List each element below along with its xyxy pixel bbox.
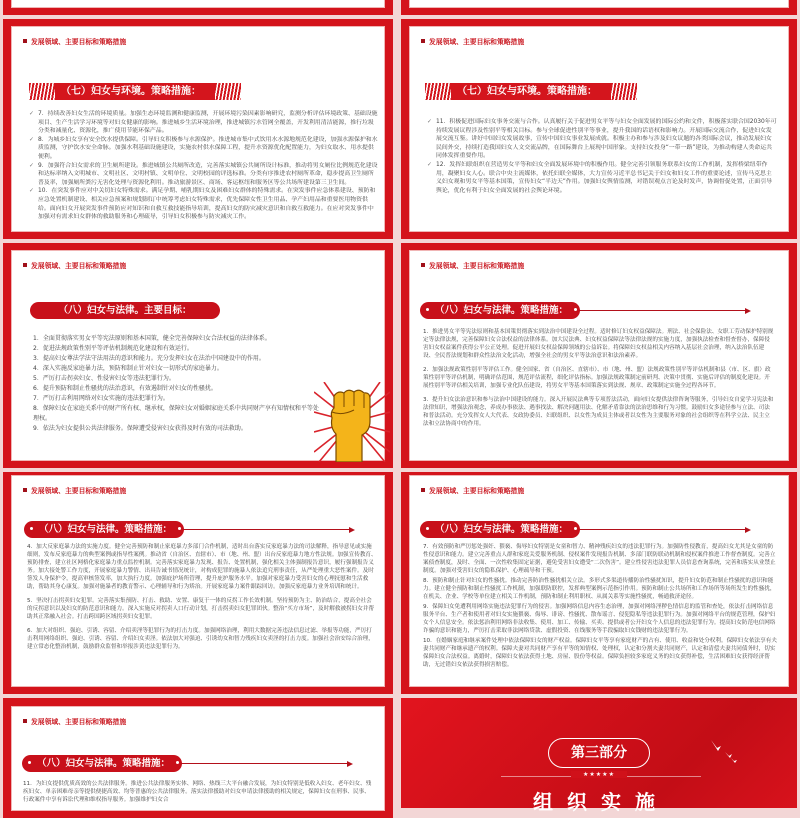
strategy-list [23,780,373,810]
heading-arrow [183,529,353,530]
heading: （八）妇女与法律。主要目标： [58,305,192,316]
list-item: 3．提高妇女尊法学法守法用法的意识和能力。充分发挥妇女在法治中国建设中的作用。 [33,355,265,362]
section-label-text: 发展领域、主要目标和策略措施 [31,262,127,270]
heading: （七）妇女与环境。策略措施： [457,86,597,97]
strategy-list [29,110,379,222]
doves-icon [709,738,739,766]
section-label-text: 发展领域、主要目标和策略措施 [429,262,525,270]
heading-pill [24,521,184,538]
section-label [23,716,126,726]
list-item: 8．保障妇女在家庭关系中的财产所有权、继承权，保障妇女对婚姻家庭关系中共同财产享有知情权和平等处理权。 [33,405,319,422]
stars-decoration: ★★★★★ [571,771,627,778]
heading-pill [22,755,182,772]
list-item: 9．保障妇女免遭利用网络实施违法犯罪行为的侵害。加强网络信息内容生态治理，加强对网络淫秽色情信息的监管和查处，依法打击网络信息服务平台、生产者和使用者对妇女实施猥亵、侮辱、诽谤、性骚扰、散布谣言、侵犯隐私等违法犯罪行为。加强对网络平台的规范管理，保护妇女个人信息安全。依法惩治利用网络非法收集、使用、加工、传输、买卖、提供或者公开妇女个人信息的违法犯罪行为。提高妇女防范电信网络诈骗的意识和能力，严厉打击采取非法网络贷款、虚假投资、在线服务等手段骗取妇女钱财的违法犯罪行为。 [423,604,776,634]
slide-law-strategy-2[interactable] [3,472,393,694]
slide-partial-top-left[interactable] [3,0,393,15]
list-item: 2．加强法规政策性别平等评估工作。健全国家、省（自治区、直辖市）、市（地、州、盟）法规政策性别平等评估机制和县（市、区、旗）政策性别平等评估机制，明确评估范围，规范评估流程，细化评估指标。加强法规政策制定前研判、决策中贯彻、实施后评估的制度化建设。开展性别平等评估相关培训，加强专业化队伍建设，将男女平等基本国策落实到法规、规章、政策制定实施全过程各环节。 [423,367,771,389]
section-label [421,36,524,46]
section-label-text: 发展领域、主要目标和策略措施 [429,38,525,46]
list-item: 3．提升妇女法治意识和参与法治中国建设的能力。深入开展民法典等专项普法活动，面向妇女提供法律咨询等服务，引导妇女自觉学习宪法和法律知识，增强法治观念，养成办事依法、遇事找法、解决问题用法、化解矛盾靠法的法治思维和行为习惯。鼓励妇女多途径参与立法、司法和普法活动。充分发挥女人大代表、女政协委员、妇联组织、以女性为成员主体或者以女性为主要服务对象的社会组织等在科学立法、民主立法和立法协商中的作用。 [423,397,774,427]
part-badge: 第三部分 [548,738,650,768]
heading: （七）妇女与环境。策略措施： [61,86,201,97]
strategy-list [423,543,777,671]
section-label [23,36,126,46]
section-label [421,485,524,495]
list-item: 2．促进法规政策性别平等评估机制规范化建设和有效运行。 [33,345,193,352]
strategy-list [423,328,775,434]
strategy-list [27,543,377,657]
strategy-list [427,118,777,195]
slide-part-three-cover[interactable] [401,698,797,814]
heading: （八）妇女与法律。策略措施： [39,524,173,535]
heading-arrow [579,310,749,311]
section-label-text: 发展领域、主要目标和策略措施 [429,487,525,495]
heading: （八）妇女与法律。策略措施： [435,524,569,535]
slide-partial-top-right[interactable] [401,0,797,15]
list-item: ✓ 8．为城乡妇女享有安全饮水提供保障。引导妇女积极参与水源保护。推进城市集中式饮用水水源地规范化建设，加强水源保护和水质监测，守护饮水安全命脉。加强水利基础设施建设，实施农村供水保障工程，提升水资源优化配置能力，为妇女取水、用水提供便利。 [29,136,379,162]
slide-env-strategy-1[interactable] [3,19,393,239]
list-item: 1．全面贯彻落实男女平等宪法原则和基本国策，健全完善保障妇女合法权益的法律体系。 [33,335,271,342]
slide-law-strategy-3[interactable] [401,472,797,694]
heading-pill [30,302,220,319]
list-item: 4．深入实施反家庭暴力法，预防和制止针对妇女一切形式的家庭暴力。 [33,365,223,372]
heading-arrow [579,529,749,530]
heading-pill [420,521,580,538]
list-item: 9．依法为妇女提供公共法律服务。保障遭受侵害妇女获得及时有效的司法救助。 [33,425,247,432]
heading-pill [420,302,580,319]
list-item: 1．推进男女平等宪法原则和基本国策贯彻落实到法治中国建设全过程。适时修订妇女权益保障法。刑法、社会保险法、女职工劳动保护特别规定等法律法规，完善保障妇女合法权益的法律体系。加大民法典、妇女权益保障法等法律法规的实施力度，加强执法检查和督查督办，保障侵害妇女权益案件获得公平公正处理。促进开展妇女权益保障领域的公益诉讼。将保障妇女权益相关内容纳入基层社会治理，纳入法治队伍建设、全民普法规划和群众性法治文化活动，增强全社会的男女平等法治意识和法治素养。 [423,329,774,359]
list-item: ✓ 9．加强符合妇女需求的卫生厕所建设。推进城镇公共厕所改造，完善落实城镇公共厕所设计标准，推动将男女厕位比例规范化建设和达标率纳入文明城市、文明社区、文明村镇、文明单位、文明校园的评选标准。分类有序推进农村厕所革命，稳步提高卫生厕所普及率，加强厕所粪污无害化处理与资源化利用。推动旅游景区、商场、客运枢纽和服务区等公共场所建设第三卫生间。 [29,162,379,188]
raised-fist-illustration [314,382,390,462]
part-title: 组织实施 [533,790,669,814]
slide-law-strategy-1[interactable] [401,243,797,468]
list-item: 7．有效预防和严厉惩处强奸、猥亵、侮辱妇女特别是女童和智力、精神残疾妇女的违法犯罪行为。加强防性侵教育，提高妇女尤其是女童的防性侵意识和能力。建立完善重点人群和家庭关爱服务机制、侵权案件发现报告机制、多部门联防联动机制和侵权案件推进工作督查制度。完善立案侦查制度，及时、全面、一次性收集固定证据，避免受害妇女遭受“二次伤害”。建立性侵害违法犯罪人员信息查询系统，完善和落实从业禁止制度。加强对受害妇女的隐私保护、心理疏导和干预。 [423,544,776,574]
list-item: 7．严厉打击利用网络对妇女实施的违法犯罪行为。 [33,395,169,402]
list-item: 6．提升预防和制止性骚扰的法治意识，有效遏制针对妇女的性骚扰。 [33,385,217,392]
section-label-text: 发展领域、主要目标和策略措施 [31,487,127,495]
slide-env-strategy-2[interactable] [401,19,797,239]
list-item: 5．严厉打击拐卖妇女、性侵害妇女等违法犯罪行为。 [33,375,175,382]
list-item: ✓ 10．在突发事件应对中关切妇女特殊需求。满足孕期、哺乳期妇女及困难妇女群体的特殊需求。在突发事件应急体系建设、预防和应急处置机制建设、相关应急预案和规划制订中统筹考虑妇女特殊需求，优先保障女性卫生用品、孕产妇用品和重要医用物资供给。面向妇女开展突发事件预防应对知识和自救互救技能指导培训，提高妇女的防灾减灾意识和自救互救能力。在应对突发事件中加强对有需求妇女群体的救助服务和心理疏导，引导妇女积极参与防灾减灾工作。 [29,187,379,221]
heading-banner [425,83,637,100]
list-item: ✓ 12．发挥妇联组织在营造男女平等和妇女全面发展环境中的积极作用。健全完善引领服务联系妇女的工作机制，发挥桥梁纽带作用，凝聚妇女人心。联合中央主流媒体，依托妇联全媒体，大力宣传习近平总书记关于妇女和妇女工作的重要论述，宣传马克思主义妇女观和男女平等基本国策，宣传妇女“半边天”作用。加强妇女舆情监测，对错误观点言论及时发声，协调督促处置，正面引导舆论，优化有利于妇女全面发展的社会舆论环境。 [427,161,777,195]
section-label [23,485,126,495]
section-label [23,260,126,270]
list-item: 5．坚决打击拐卖妇女犯罪。完善落实集预防、打击、救助、安置、康复于一体的反拐工作长效机制。坚持预防为主、防治结合，提高全社会的反拐意识以及妇女的防范意识和能力。深入实施反对拐卖人口行动计划，打击拐卖妇女犯罪团伙。整治“买方市场”，及时解救被拐妇女并帮助其正常融入社会。打击跨国跨区域拐卖妇女犯罪。 [27,598,375,620]
list-item: 10．在婚姻家庭和继承案件处理中依法保障妇女的财产权益。保障妇女平等享有家庭财产的占有、使用、收益和处分权利。保障妇女依法享有夫妻共同财产和继承遗产的权利。保障夫妻对共同财产享有平等的知情权、处理权，认定和分割夫妻共同财产，认定和清偿夫妻共同债务时，切实保障妇女合法权益。离婚时，保障妇女依法获得土地、房屋、股份等权益。保障负担较多家庭义务的妇女获得补偿，生活困难妇女获得经济帮助，无过错妇女依法获得损害赔偿。 [423,638,777,668]
goals-list [33,334,323,434]
heading: （八）妇女与法律。策略措施： [435,305,569,316]
heading: （八）妇女与法律。策略措施： [37,758,171,769]
list-item: 6．加大对组织、强迫、引诱、容留、介绍卖淫等犯罪行为的打击力度。加强网络治理，利用大数据完善违法信息过滤、举报等功能，严厉打击利用网络组织、强迫、引诱、容留、介绍妇女卖淫。依法加大对强迫、引诱幼女和智力残疾妇女卖淫的打击力度。加强社会治安综合治理，建立常态化整治机制，鼓励群众监督和举报涉黄违法犯罪行为。 [27,628,374,650]
slide-law-goals[interactable] [3,243,393,468]
slide-law-strategy-4[interactable] [3,698,393,818]
list-item: 4．加大反家庭暴力法的实施力度。健全完善预防和制止家庭暴力多部门合作机制，适时出台落实反家庭暴力法的司法解释，指导意见或实施细则，发布反家庭暴力的典型案例或指导性案例。推动省（自治区、直辖市）、市（地、州、盟）出台反家庭暴力地方性法规。加强宣传教育、预防排查，建立社区网格化家庭暴力重点监控机制。完善落实家庭暴力发现、报告、处置机制，强化相关主体强制报告意识，履行强制报告义务。加大接处警工作力度，开展家庭暴力警情、出具告诫书情况统计，对构成犯罪的施暴人依法追究刑事责任，从严处理重大恶性案件。及时签发人身保护令，提高审核签发率，加大执行力度。加强庇护场所管理，提升庇护服务水平。加强对家庭暴力受害妇女的心理抚慰和生活救助，帮助其身心康复。加强对施暴者的教育警示、心理辅导和行为矫治。开展家庭暴力案件跟踪回访。加强反家庭暴力业务培训和统计。 [27,544,377,590]
section-label [421,260,524,270]
section-label-text: 发展领域、主要目标和策略措施 [31,38,127,46]
heading-banner [29,83,241,100]
list-item: ✓ 11．积极促进国际妇女事务交流与合作。认真履行关于促进男女平等与妇女全面发展的国际公约和文件，积极落实联合国2030年可持续发展议程涉及性别平等相关目标。参与全球促进性别平等事业，提升我国的话语权和影响力。开展国际交流合作，促进妇女发展交流互鉴。讲好中国妇女发展故事，宣传中国妇女事业发展成就。积极主办和参与涉及妇女议题的各类国际会议，推动发展妇女民间外交，持续打造我国妇女人文交流品牌，在国际舞台上展现中国形象。支持妇女投身“一带一路”建设，为推动构建人类命运共同体发挥重要作用。 [427,118,777,161]
list-item: 11．为妇女提供优质高效的公共法律服务。推进公共法律服务实体、网络、热线三大平台融合发展，为妇女特别是低收入妇女、老年妇女、残疾妇女、单亲困难母亲等提供便捷高效、均等普惠的公共法律服务。落实法律援助对妇女申请法律援助的相关规定，保障妇女在刑事、民事、行政案件中享有诉讼代理和维权指导服务。加强维护妇女合 [23,781,372,803]
list-item: ✓ 7．持续改善妇女生活的环境质量。加强生态环境监测和健康监测，开展环境污染因素影响研究，监测分析评估环境政策、基础设施项目、生产生活学习环境等对妇女健康的影响。推进城乡生活环境治理，推进城镇污水管网全覆盖，开发利用清洁能源，推行垃圾分类和减量化、资源化，推广使用节能环保产品。 [29,110,379,136]
heading-arrow [181,763,351,764]
section-label-text: 发展领域、主要目标和策略措施 [31,718,127,726]
list-item: 8．预防和制止针对妇女的性骚扰。推动完善防治性骚扰相关立法。多形式多渠道传播防治性骚扰知识，提升妇女防范和制止性骚扰的意识和能力。建立健全预防和制止性骚扰工作机制，加强联防联控，发挥典型案例示范指引作用。预防和制止公共场所和工作场所等场所发生的性骚扰，在机关、企业、学校等单位建立相关工作机制，预防和制止利用职权、从属关系等实施性骚扰，畅通救济途径。 [423,578,776,600]
